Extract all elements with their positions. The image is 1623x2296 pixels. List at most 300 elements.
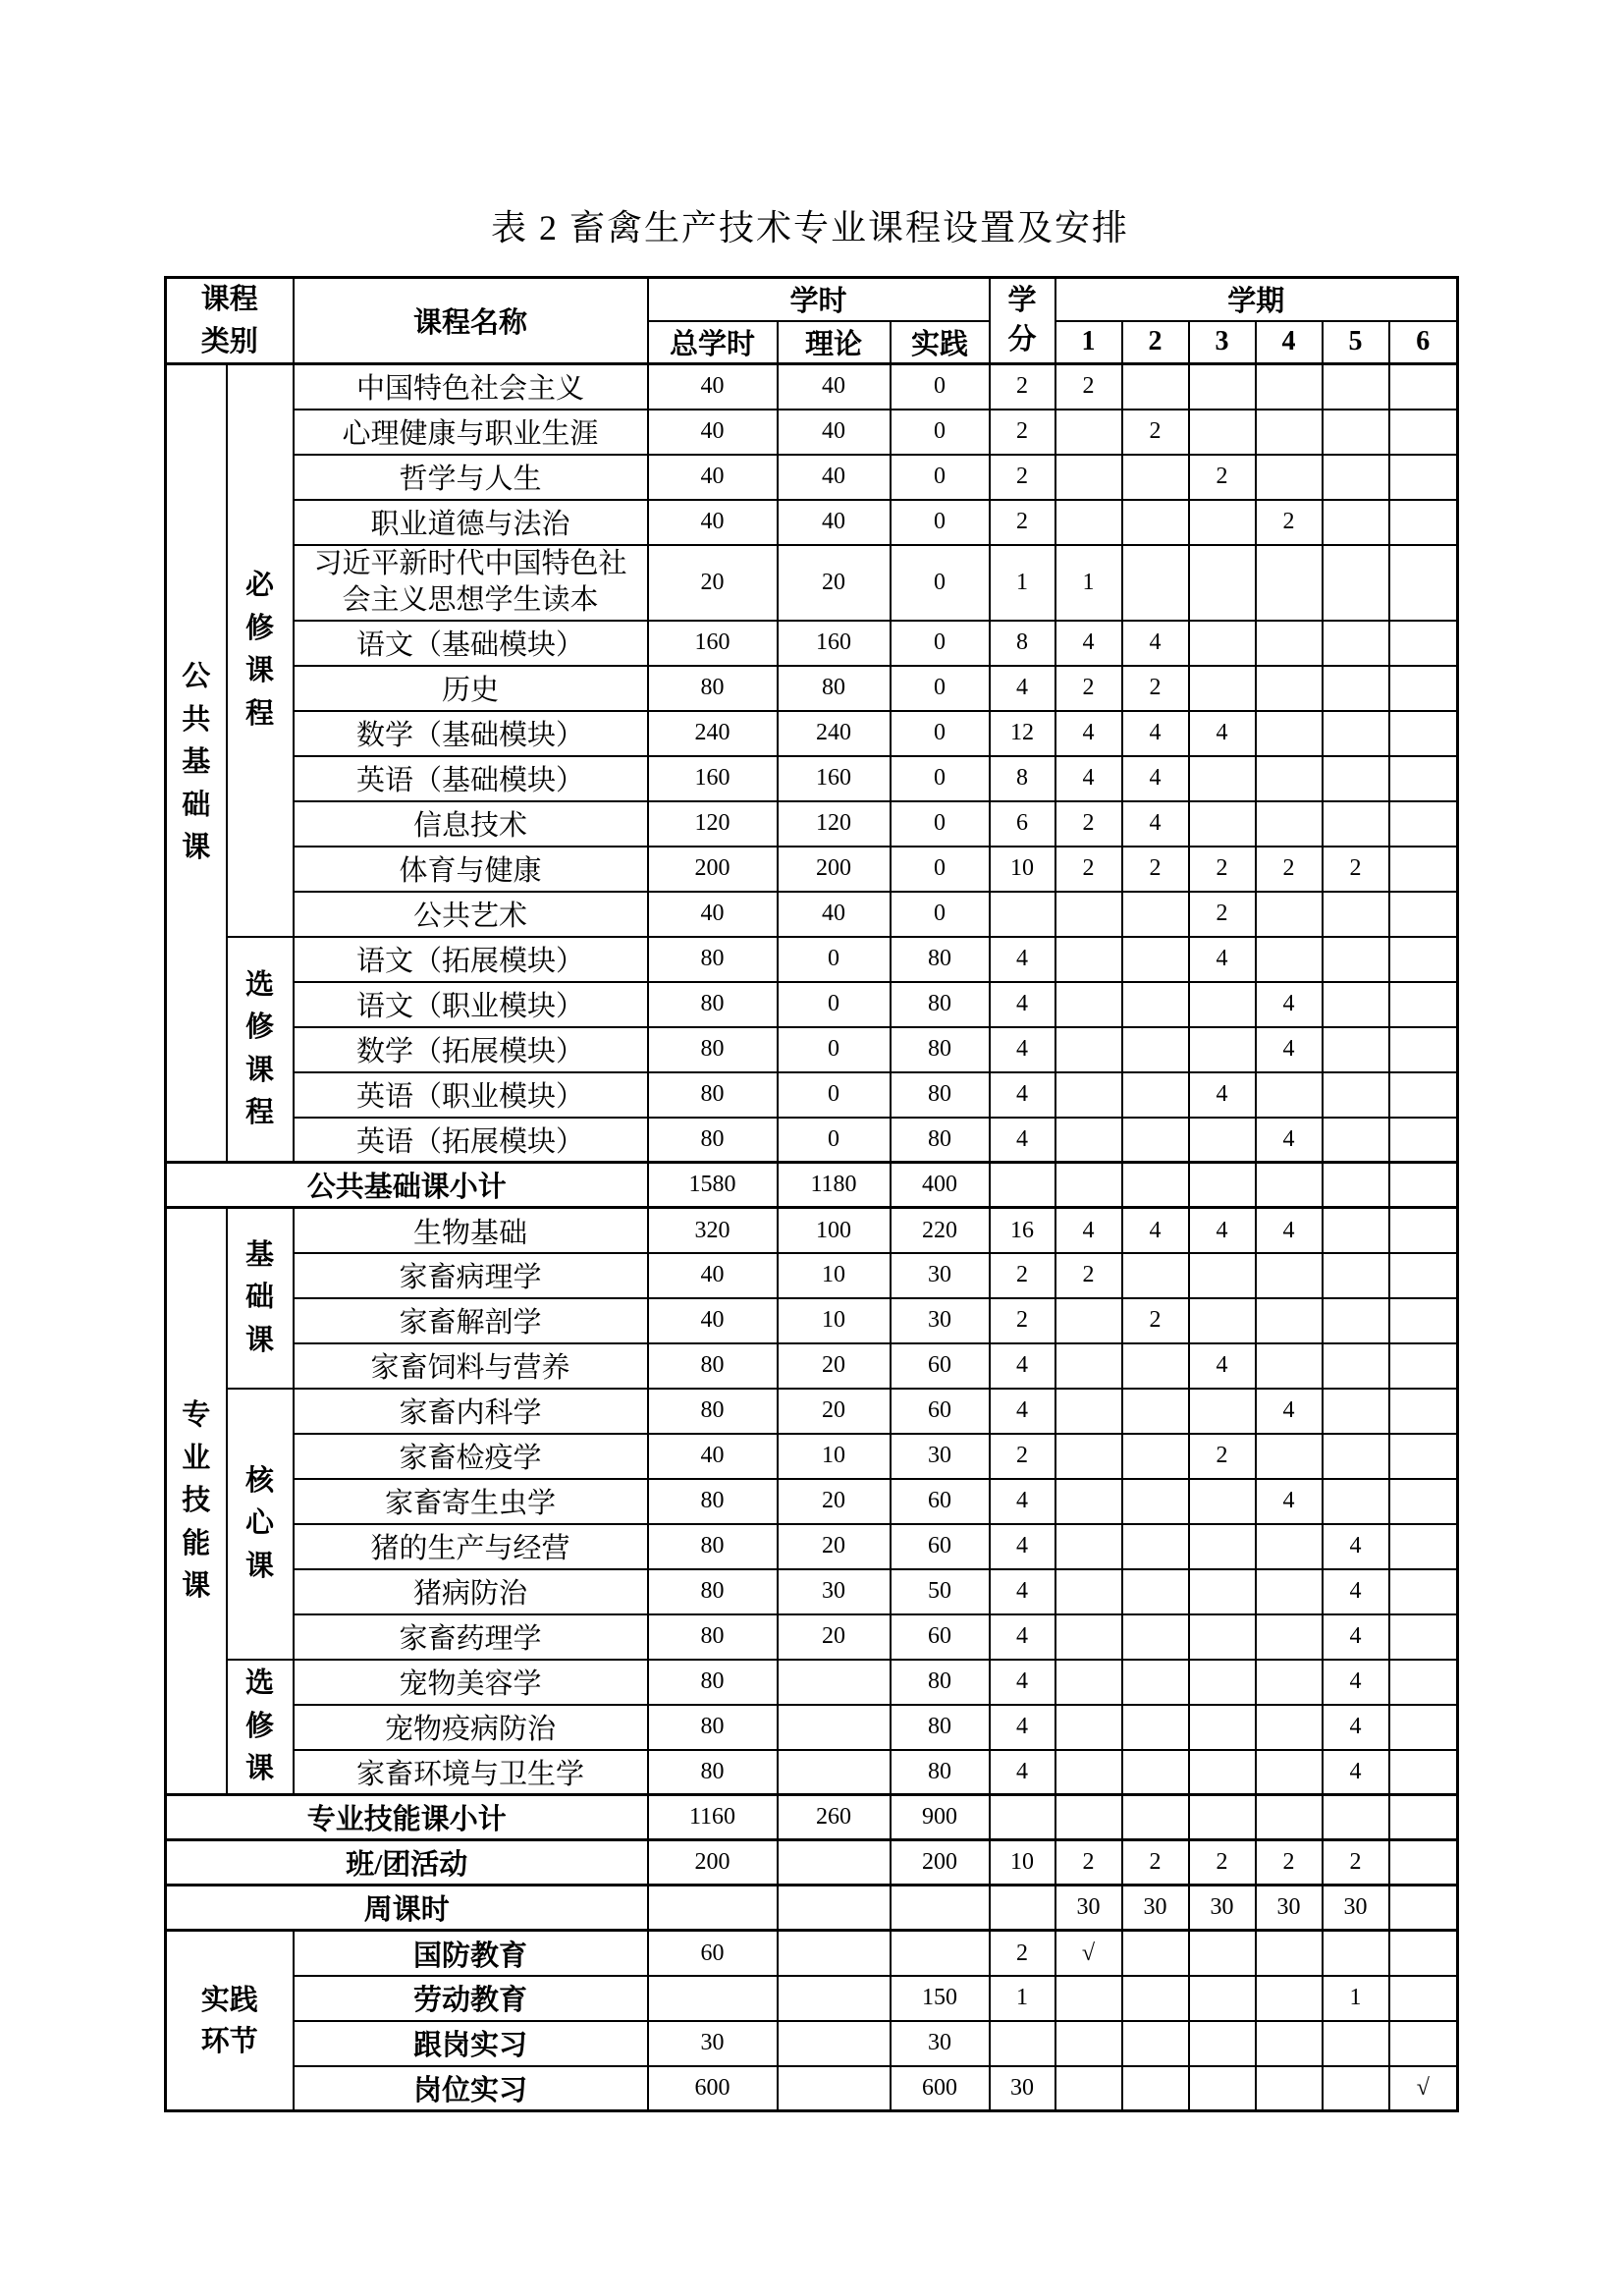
semester-3-cell	[1189, 666, 1256, 711]
semester-6-cell	[1389, 982, 1458, 1027]
semester-2-cell	[1122, 1389, 1189, 1434]
semester-6-cell	[1389, 1208, 1458, 1253]
semester-6-cell	[1389, 410, 1458, 455]
credits-cell: 6	[990, 801, 1055, 847]
credits-cell: 4	[990, 1569, 1055, 1614]
practice-hours-cell: 30	[891, 1298, 990, 1343]
semester-2-cell	[1122, 1660, 1189, 1705]
semester-3-cell	[1189, 756, 1256, 801]
credits-cell: 4	[990, 1660, 1055, 1705]
practice-hours-cell: 600	[891, 2066, 990, 2111]
header-practice: 实践	[891, 321, 990, 364]
credits-cell: 8	[990, 621, 1055, 666]
course-name: 中国特色社会主义	[294, 364, 648, 410]
header-semester: 学期	[1055, 278, 1458, 321]
semester-5-cell: 2	[1323, 1840, 1389, 1886]
semester-4-cell: 2	[1256, 847, 1323, 892]
theory-hours-cell: 30	[778, 1569, 891, 1614]
semester-4-cell	[1256, 1569, 1323, 1614]
semester-3-cell	[1189, 1163, 1256, 1208]
course-name: 公共基础课小计	[166, 1163, 648, 1208]
table-row	[166, 1705, 1458, 1750]
theory-hours-cell: 40	[778, 500, 891, 545]
semester-4-cell: 4	[1256, 1027, 1323, 1072]
table-row	[166, 756, 1458, 801]
semester-5-cell: 30	[1323, 1886, 1389, 1931]
semester-4-cell	[1256, 1976, 1323, 2021]
credits-cell: 12	[990, 711, 1055, 756]
credits-cell: 4	[990, 1118, 1055, 1163]
theory-hours-cell: 20	[778, 1614, 891, 1660]
semester-6-cell	[1389, 756, 1458, 801]
semester-6-cell	[1389, 1931, 1458, 1976]
table-row	[166, 1072, 1458, 1118]
table-row	[166, 1795, 1458, 1840]
total-hours-cell: 80	[648, 1660, 778, 1705]
practice-hours-cell: 0	[891, 892, 990, 937]
theory-hours-cell: 40	[778, 364, 891, 410]
practice-hours-cell: 80	[891, 1118, 990, 1163]
semester-5-cell: 2	[1323, 847, 1389, 892]
course-name: 家畜饲料与营养	[294, 1343, 648, 1389]
semester-5-cell	[1323, 666, 1389, 711]
practice-hours-cell: 0	[891, 364, 990, 410]
practice-hours-cell: 900	[891, 1795, 990, 1840]
credits-cell	[990, 1886, 1055, 1931]
semester-5-cell	[1323, 1072, 1389, 1118]
semester-2-cell: 4	[1122, 801, 1189, 847]
semester-6-cell	[1389, 1072, 1458, 1118]
semester-4-cell	[1256, 1614, 1323, 1660]
table-row	[166, 364, 1458, 410]
semester-1-cell: 30	[1055, 1886, 1122, 1931]
semester-2-cell	[1122, 1795, 1189, 1840]
semester-5-cell	[1323, 2066, 1389, 2111]
table-row	[166, 1253, 1458, 1298]
semester-4-cell	[1256, 621, 1323, 666]
course-name: 家畜寄生虫学	[294, 1479, 648, 1524]
total-hours-cell: 60	[648, 1931, 778, 1976]
semester-6-cell	[1389, 1434, 1458, 1479]
course-name: 猪病防治	[294, 1569, 648, 1614]
semester-1-cell	[1055, 1614, 1122, 1660]
credits-cell: 4	[990, 1343, 1055, 1389]
practice-hours-cell: 0	[891, 666, 990, 711]
semester-4-cell: 4	[1256, 1389, 1323, 1434]
semester-1-cell: 4	[1055, 621, 1122, 666]
total-hours-cell: 1580	[648, 1163, 778, 1208]
total-hours-cell: 240	[648, 711, 778, 756]
practice-hours-cell: 0	[891, 455, 990, 500]
practice-hours-cell: 220	[891, 1208, 990, 1253]
semester-4-cell	[1256, 1298, 1323, 1343]
semester-5-cell	[1323, 1389, 1389, 1434]
semester-3-cell: 2	[1189, 1840, 1256, 1886]
credits-cell: 2	[990, 410, 1055, 455]
theory-hours-cell: 20	[778, 545, 891, 621]
table-row	[166, 1163, 1458, 1208]
semester-6-cell	[1389, 500, 1458, 545]
semester-6-cell	[1389, 892, 1458, 937]
semester-3-cell	[1189, 982, 1256, 1027]
category-label: 实践环节	[166, 1931, 294, 2111]
total-hours-cell: 40	[648, 410, 778, 455]
semester-3-cell: 30	[1189, 1886, 1256, 1931]
semester-3-cell	[1189, 2066, 1256, 2111]
course-name: 班/团活动	[166, 1840, 648, 1886]
header-semester-3: 3	[1189, 321, 1256, 364]
theory-hours-cell: 80	[778, 666, 891, 711]
credits-cell: 4	[990, 1027, 1055, 1072]
course-name: 公共艺术	[294, 892, 648, 937]
semester-4-cell	[1256, 1163, 1323, 1208]
semester-2-cell	[1122, 1931, 1189, 1976]
semester-4-cell: 4	[1256, 1479, 1323, 1524]
credits-cell: 2	[990, 1434, 1055, 1479]
semester-1-cell	[1055, 1434, 1122, 1479]
total-hours-cell	[648, 1886, 778, 1931]
total-hours-cell: 80	[648, 937, 778, 982]
semester-6-cell	[1389, 1479, 1458, 1524]
semester-2-cell: 4	[1122, 1208, 1189, 1253]
semester-4-cell	[1256, 1253, 1323, 1298]
table-row	[166, 1569, 1458, 1614]
semester-1-cell	[1055, 892, 1122, 937]
semester-6-cell	[1389, 1660, 1458, 1705]
semester-5-cell	[1323, 500, 1389, 545]
credits-cell: 4	[990, 982, 1055, 1027]
credits-cell	[990, 892, 1055, 937]
total-hours-cell: 40	[648, 455, 778, 500]
semester-4-cell	[1256, 2066, 1323, 2111]
semester-5-cell	[1323, 1931, 1389, 1976]
semester-5-cell	[1323, 982, 1389, 1027]
course-name: 岗位实习	[294, 2066, 648, 2111]
semester-4-cell: 30	[1256, 1886, 1323, 1931]
table-row	[166, 1840, 1458, 1886]
course-name: 国防教育	[294, 1931, 648, 1976]
total-hours-cell: 80	[648, 1524, 778, 1569]
semester-1-cell	[1055, 1389, 1122, 1434]
course-name: 习近平新时代中国特色社会主义思想学生读本	[294, 545, 648, 621]
semester-4-cell	[1256, 455, 1323, 500]
semester-3-cell	[1189, 1705, 1256, 1750]
total-hours-cell: 80	[648, 1614, 778, 1660]
semester-5-cell	[1323, 1434, 1389, 1479]
semester-4-cell	[1256, 545, 1323, 621]
semester-4-cell	[1256, 756, 1323, 801]
practice-hours-cell: 30	[891, 2021, 990, 2066]
semester-3-cell	[1189, 1118, 1256, 1163]
total-hours-cell: 80	[648, 666, 778, 711]
semester-5-cell	[1323, 801, 1389, 847]
practice-hours-cell: 0	[891, 410, 990, 455]
course-name: 跟岗实习	[294, 2021, 648, 2066]
theory-hours-cell: 40	[778, 410, 891, 455]
category-label: 选修课程	[227, 937, 294, 1163]
semester-5-cell: 4	[1323, 1524, 1389, 1569]
semester-3-cell	[1189, 2021, 1256, 2066]
practice-hours-cell: 60	[891, 1614, 990, 1660]
credits-cell: 4	[990, 1705, 1055, 1750]
semester-1-cell	[1055, 410, 1122, 455]
semester-1-cell	[1055, 1072, 1122, 1118]
semester-1-cell: 2	[1055, 364, 1122, 410]
theory-hours-cell: 160	[778, 756, 891, 801]
credits-cell: 2	[990, 1931, 1055, 1976]
theory-hours-cell	[778, 1750, 891, 1795]
semester-6-cell	[1389, 1886, 1458, 1931]
semester-6-cell	[1389, 621, 1458, 666]
table-row	[166, 666, 1458, 711]
semester-2-cell	[1122, 1705, 1189, 1750]
category-label: 公共基础课	[166, 364, 227, 1163]
practice-hours-cell: 80	[891, 1705, 990, 1750]
semester-4-cell: 2	[1256, 1840, 1323, 1886]
total-hours-cell: 80	[648, 1750, 778, 1795]
total-hours-cell: 40	[648, 1253, 778, 1298]
semester-5-cell	[1323, 756, 1389, 801]
credits-cell: 4	[990, 1524, 1055, 1569]
theory-hours-cell: 100	[778, 1208, 891, 1253]
semester-5-cell	[1323, 1479, 1389, 1524]
course-name: 数学（基础模块）	[294, 711, 648, 756]
total-hours-cell: 80	[648, 1072, 778, 1118]
semester-1-cell: 2	[1055, 1253, 1122, 1298]
header-semester-6: 6	[1389, 321, 1458, 364]
credits-cell: 4	[990, 1614, 1055, 1660]
course-name: 家畜环境与卫生学	[294, 1750, 648, 1795]
semester-3-cell	[1189, 545, 1256, 621]
semester-5-cell	[1323, 545, 1389, 621]
semester-5-cell	[1323, 1253, 1389, 1298]
table-row	[166, 621, 1458, 666]
course-name: 哲学与人生	[294, 455, 648, 500]
credits-cell: 4	[990, 1389, 1055, 1434]
practice-hours-cell: 80	[891, 1072, 990, 1118]
semester-4-cell	[1256, 364, 1323, 410]
semester-4-cell: 4	[1256, 982, 1323, 1027]
category-label: 选修课	[227, 1660, 294, 1795]
semester-2-cell: 2	[1122, 666, 1189, 711]
course-name: 语文（职业模块）	[294, 982, 648, 1027]
total-hours-cell: 40	[648, 1434, 778, 1479]
semester-1-cell	[1055, 1479, 1122, 1524]
semester-4-cell	[1256, 892, 1323, 937]
semester-5-cell: 4	[1323, 1660, 1389, 1705]
semester-2-cell	[1122, 1614, 1189, 1660]
semester-4-cell	[1256, 1072, 1323, 1118]
practice-hours-cell: 0	[891, 621, 990, 666]
practice-hours-cell: 0	[891, 711, 990, 756]
semester-4-cell	[1256, 410, 1323, 455]
practice-hours-cell: 0	[891, 801, 990, 847]
credits-cell: 30	[990, 2066, 1055, 2111]
semester-3-cell	[1189, 1660, 1256, 1705]
semester-2-cell	[1122, 455, 1189, 500]
table-row	[166, 1434, 1458, 1479]
credits-cell: 4	[990, 937, 1055, 982]
semester-1-cell	[1055, 1163, 1122, 1208]
semester-4-cell	[1256, 801, 1323, 847]
semester-2-cell: 2	[1122, 410, 1189, 455]
semester-6-cell	[1389, 1976, 1458, 2021]
semester-2-cell	[1122, 1118, 1189, 1163]
semester-2-cell: 2	[1122, 847, 1189, 892]
theory-hours-cell: 260	[778, 1795, 891, 1840]
total-hours-cell: 120	[648, 801, 778, 847]
semester-2-cell: 4	[1122, 621, 1189, 666]
semester-5-cell	[1323, 937, 1389, 982]
semester-3-cell: 2	[1189, 1434, 1256, 1479]
semester-2-cell	[1122, 1524, 1189, 1569]
header-hours: 学时	[648, 278, 990, 321]
semester-2-cell	[1122, 1072, 1189, 1118]
theory-hours-cell: 200	[778, 847, 891, 892]
semester-2-cell	[1122, 364, 1189, 410]
semester-6-cell	[1389, 937, 1458, 982]
semester-3-cell: 2	[1189, 892, 1256, 937]
course-name: 宠物疫病防治	[294, 1705, 648, 1750]
header-semester-4: 4	[1256, 321, 1323, 364]
theory-hours-cell	[778, 1931, 891, 1976]
semester-6-cell	[1389, 1705, 1458, 1750]
total-hours-cell: 600	[648, 2066, 778, 2111]
semester-5-cell	[1323, 1298, 1389, 1343]
semester-3-cell: 4	[1189, 711, 1256, 756]
theory-hours-cell: 40	[778, 892, 891, 937]
theory-hours-cell: 0	[778, 982, 891, 1027]
course-name: 语文（拓展模块）	[294, 937, 648, 982]
semester-1-cell	[1055, 1750, 1122, 1795]
course-name: 数学（拓展模块）	[294, 1027, 648, 1072]
semester-3-cell	[1189, 1976, 1256, 2021]
semester-6-cell	[1389, 1253, 1458, 1298]
semester-2-cell	[1122, 545, 1189, 621]
semester-4-cell: 4	[1256, 1118, 1323, 1163]
header-credits	[990, 278, 1055, 364]
semester-1-cell	[1055, 982, 1122, 1027]
semester-2-cell	[1122, 1343, 1189, 1389]
credits-cell: 8	[990, 756, 1055, 801]
table-row	[166, 1027, 1458, 1072]
semester-1-cell	[1055, 1027, 1122, 1072]
semester-5-cell: 4	[1323, 1750, 1389, 1795]
credits-cell	[990, 1795, 1055, 1840]
semester-5-cell	[1323, 455, 1389, 500]
table-header	[166, 278, 1458, 364]
header-credits-label: 学分	[1007, 285, 1037, 355]
table-row	[166, 1389, 1458, 1434]
total-hours-cell: 40	[648, 1298, 778, 1343]
table-row	[166, 1976, 1458, 2021]
semester-4-cell	[1256, 2021, 1323, 2066]
header-category	[166, 278, 294, 364]
semester-6-cell	[1389, 1795, 1458, 1840]
semester-3-cell	[1189, 801, 1256, 847]
semester-6-cell	[1389, 1027, 1458, 1072]
semester-2-cell	[1122, 500, 1189, 545]
practice-hours-cell: 80	[891, 982, 990, 1027]
course-name: 英语（职业模块）	[294, 1072, 648, 1118]
semester-4-cell	[1256, 1795, 1323, 1840]
theory-hours-cell: 20	[778, 1343, 891, 1389]
semester-2-cell	[1122, 937, 1189, 982]
semester-3-cell: 4	[1189, 937, 1256, 982]
practice-hours-cell: 400	[891, 1163, 990, 1208]
total-hours-cell: 1160	[648, 1795, 778, 1840]
semester-3-cell	[1189, 1614, 1256, 1660]
semester-5-cell	[1323, 410, 1389, 455]
semester-1-cell: 4	[1055, 756, 1122, 801]
semester-3-cell	[1189, 1389, 1256, 1434]
semester-6-cell	[1389, 545, 1458, 621]
credits-cell: 10	[990, 1840, 1055, 1886]
credits-cell: 2	[990, 364, 1055, 410]
semester-6-cell	[1389, 666, 1458, 711]
table-row	[166, 2021, 1458, 2066]
semester-1-cell	[1055, 1298, 1122, 1343]
credits-cell: 4	[990, 666, 1055, 711]
curriculum-table	[164, 276, 1459, 2112]
semester-6-cell	[1389, 1750, 1458, 1795]
semester-1-cell	[1055, 1976, 1122, 2021]
semester-5-cell	[1323, 1795, 1389, 1840]
practice-hours-cell: 0	[891, 847, 990, 892]
semester-3-cell: 4	[1189, 1208, 1256, 1253]
category-label: 基础课	[227, 1208, 294, 1389]
semester-2-cell	[1122, 2021, 1189, 2066]
credits-cell: 2	[990, 1253, 1055, 1298]
semester-2-cell: 4	[1122, 756, 1189, 801]
course-name: 语文（基础模块）	[294, 621, 648, 666]
theory-hours-cell	[778, 1886, 891, 1931]
course-name: 猪的生产与经营	[294, 1524, 648, 1569]
theory-hours-cell	[778, 2021, 891, 2066]
semester-3-cell: 4	[1189, 1072, 1256, 1118]
semester-1-cell: 1	[1055, 545, 1122, 621]
credits-cell: 4	[990, 1072, 1055, 1118]
table-row	[166, 1660, 1458, 1705]
semester-4-cell	[1256, 666, 1323, 711]
course-name: 家畜药理学	[294, 1614, 648, 1660]
table-row	[166, 1524, 1458, 1569]
table-row	[166, 847, 1458, 892]
theory-hours-cell: 40	[778, 455, 891, 500]
semester-3-cell	[1189, 410, 1256, 455]
semester-2-cell	[1122, 1479, 1189, 1524]
semester-6-cell	[1389, 1163, 1458, 1208]
course-name: 英语（基础模块）	[294, 756, 648, 801]
semester-5-cell: 1	[1323, 1976, 1389, 2021]
semester-1-cell	[1055, 1795, 1122, 1840]
semester-3-cell	[1189, 1479, 1256, 1524]
total-hours-cell: 80	[648, 1569, 778, 1614]
practice-hours-cell: 0	[891, 500, 990, 545]
total-hours-cell: 20	[648, 545, 778, 621]
semester-3-cell	[1189, 1253, 1256, 1298]
semester-1-cell: 4	[1055, 711, 1122, 756]
semester-1-cell	[1055, 2066, 1122, 2111]
semester-3-cell	[1189, 621, 1256, 666]
semester-6-cell	[1389, 455, 1458, 500]
theory-hours-cell: 20	[778, 1479, 891, 1524]
semester-1-cell	[1055, 2021, 1122, 2066]
semester-5-cell	[1323, 1343, 1389, 1389]
course-name: 职业道德与法治	[294, 500, 648, 545]
total-hours-cell: 80	[648, 1343, 778, 1389]
semester-3-cell: 2	[1189, 847, 1256, 892]
